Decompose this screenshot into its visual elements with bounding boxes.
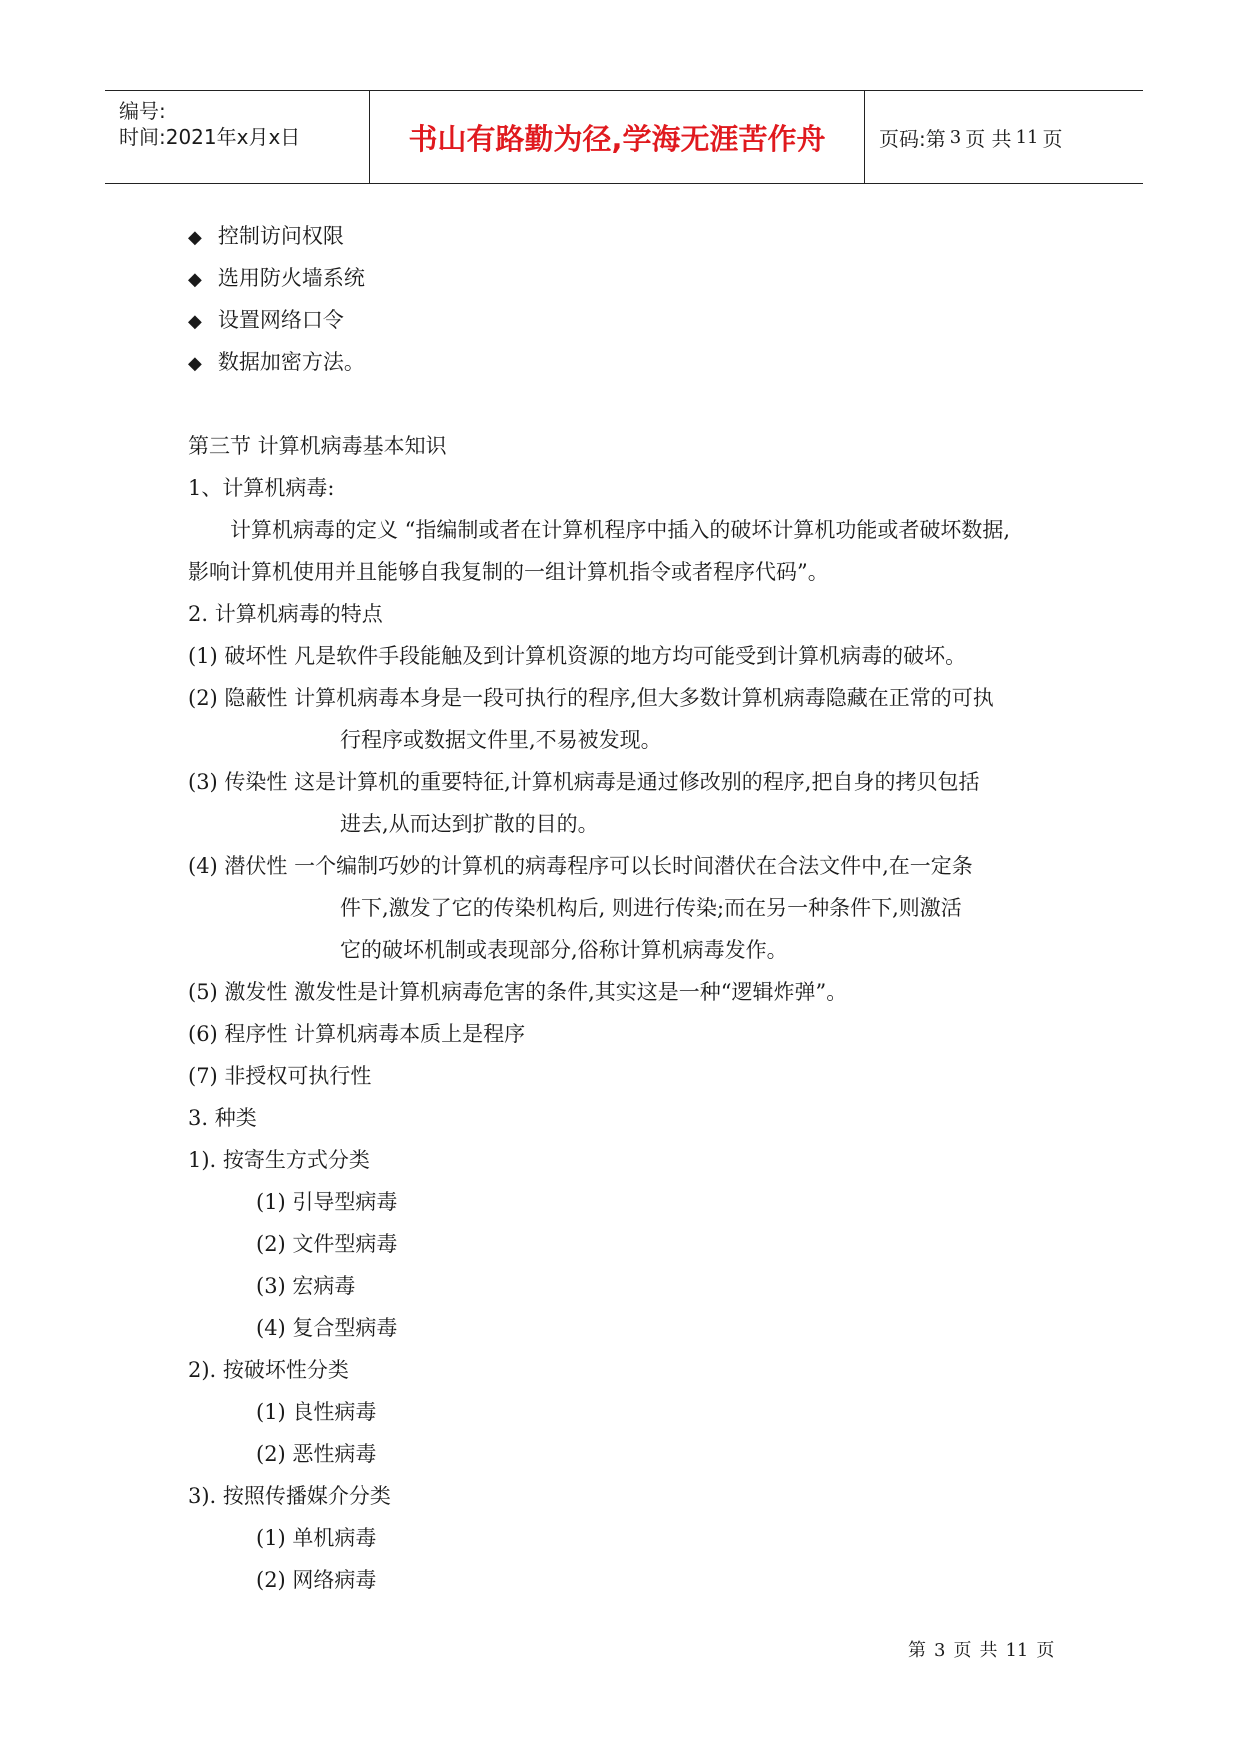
category-1-item: (1) 引导型病毒	[256, 1190, 398, 1214]
category-1: 1). 按寄生方式分类	[188, 1148, 370, 1172]
diamond-icon: ◆	[188, 227, 202, 248]
category-2-item: (1) 良性病毒	[256, 1400, 377, 1424]
page-prefix: 页码:第	[879, 126, 946, 151]
header-left-cell	[105, 91, 370, 183]
definition-line-1: 计算机病毒的定义 “指编制或者在计算机程序中插入的破坏计算机功能或者破坏数据,	[230, 518, 1011, 542]
category-2-item: (2) 恶性病毒	[256, 1442, 377, 1466]
footer-page-total: 11	[1005, 1640, 1029, 1661]
feature-2: (2) 隐蔽性 计算机病毒本身是一段可执行的程序,但大多数计算机病毒隐藏在正常的可执	[188, 686, 994, 710]
category-3: 3). 按照传播媒介分类	[188, 1484, 391, 1508]
diamond-icon: ◆	[188, 353, 202, 374]
header-motto: 书山有路勤为径,学海无涯苦作舟	[370, 91, 865, 183]
footer-page-number: 3	[934, 1640, 946, 1661]
feature-4-cont-1: 件下,激发了它的传染机构后, 则进行传染;而在另一种条件下,则激活	[340, 896, 962, 920]
category-1-item: (2) 文件型病毒	[256, 1232, 398, 1256]
category-3-item: (2) 网络病毒	[256, 1568, 377, 1592]
category-3-item: (1) 单机病毒	[256, 1526, 377, 1550]
feature-4: (4) 潜伏性 一个编制巧妙的计算机的病毒程序可以长时间潜伏在合法文件中,在一定条	[188, 854, 973, 878]
item2-heading: 2. 计算机病毒的特点	[188, 602, 383, 626]
number-label: 编号:	[119, 99, 166, 123]
page-header	[105, 90, 1143, 184]
feature-5: (5) 激发性 激发性是计算机病毒危害的条件,其实这是一种“逻辑炸弹”。	[188, 980, 848, 1004]
item3-heading: 3. 种类	[188, 1106, 257, 1130]
item1-heading: 1、计算机病毒:	[188, 476, 335, 500]
page-mid: 页 共	[965, 126, 1012, 151]
page-footer: 第 3 页 共 11 页	[908, 1640, 1055, 1661]
definition-line-2: 影响计算机使用并且能够自我复制的一组计算机指令或者程序代码”。	[188, 560, 829, 584]
bullet-item: ◆ 设置网络口令	[188, 308, 344, 332]
feature-7: (7) 非授权可执行性	[188, 1064, 372, 1088]
time-label: 时间:2021年x月x日	[119, 125, 301, 149]
feature-3-cont: 进去,从而达到扩散的目的。	[340, 812, 599, 836]
category-2: 2). 按破坏性分类	[188, 1358, 349, 1382]
feature-1: (1) 破坏性 凡是软件手段能触及到计算机资源的地方均可能受到计算机病毒的破坏。	[188, 644, 967, 668]
feature-3: (3) 传染性 这是计算机的重要特征,计算机病毒是通过修改别的程序,把自身的拷贝包括	[188, 770, 980, 794]
section-title: 第三节 计算机病毒基本知识	[188, 434, 447, 458]
feature-4-cont-2: 它的破坏机制或表现部分,俗称计算机病毒发作。	[340, 938, 788, 962]
diamond-icon: ◆	[188, 311, 202, 332]
page-suffix: 页	[1042, 126, 1063, 151]
feature-6: (6) 程序性 计算机病毒本质上是程序	[188, 1022, 526, 1046]
bullet-item: ◆ 选用防火墙系统	[188, 266, 365, 290]
category-1-item: (3) 宏病毒	[256, 1274, 356, 1298]
page-total: 11	[1015, 126, 1039, 148]
feature-2-cont: 行程序或数据文件里,不易被发现。	[340, 728, 662, 752]
bullet-item: ◆ 控制访问权限	[188, 224, 344, 248]
bullet-item: ◆ 数据加密方法。	[188, 350, 365, 374]
page-number: 3	[949, 126, 962, 148]
diamond-icon: ◆	[188, 269, 202, 290]
header-page-info	[865, 91, 1143, 183]
category-1-item: (4) 复合型病毒	[256, 1316, 398, 1340]
